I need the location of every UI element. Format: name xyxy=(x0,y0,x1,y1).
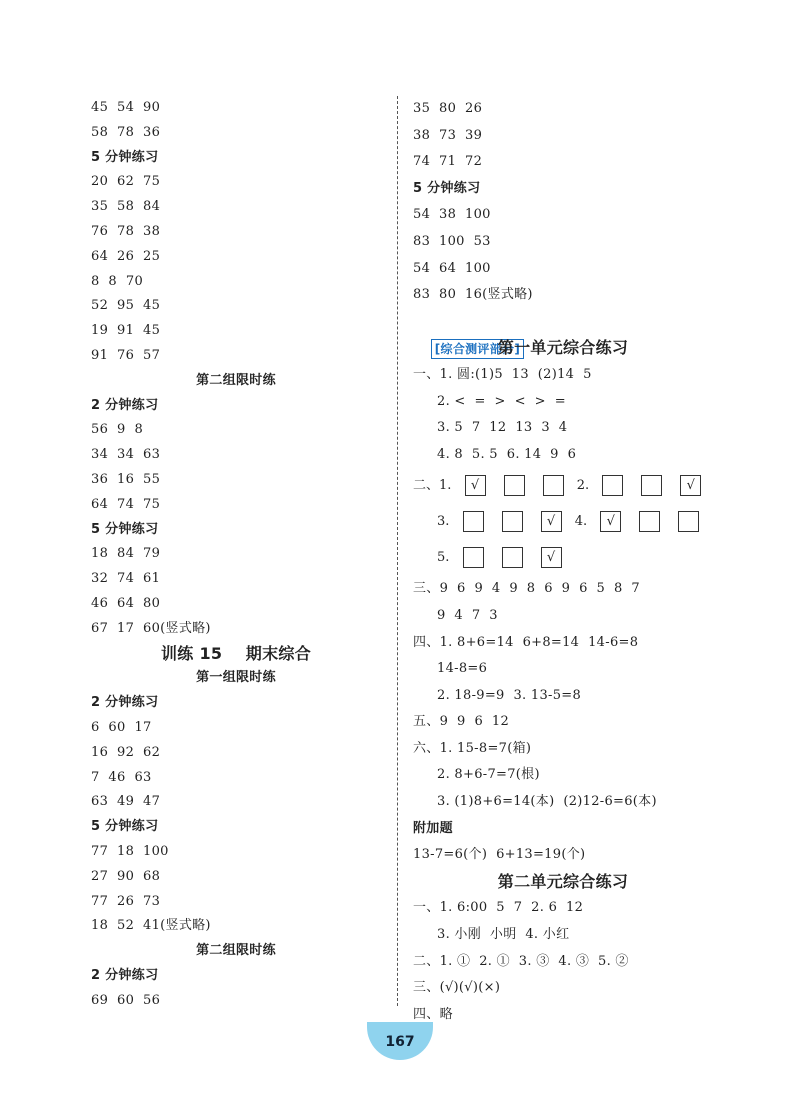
group-title: 第二组限时练 xyxy=(196,372,276,388)
answer-row: 56 9 8 xyxy=(91,422,144,438)
answer-row: 2. 18-9=9 3. 13-5=8 xyxy=(437,687,582,703)
answer-row: 91 76 57 xyxy=(91,347,161,363)
answer-row: 4. 8 5. 5 6. 14 9 6 xyxy=(437,446,577,462)
answer-row: 77 18 100 xyxy=(91,843,169,859)
answer-row: 63 49 47 xyxy=(91,794,161,810)
answer-row: 52 95 45 xyxy=(91,298,161,314)
answer-row: 69 60 56 xyxy=(91,992,161,1008)
answer-row: 六、1. 15-8=7(箱) xyxy=(413,740,532,756)
answer-row: 38 73 39 xyxy=(413,127,483,143)
page-number: 167 xyxy=(367,1022,433,1060)
checkbox-row xyxy=(413,468,713,504)
answer-row: 54 38 100 xyxy=(413,207,491,223)
answer-box xyxy=(502,511,523,532)
answer-row: 83 80 16(竖式略) xyxy=(413,287,533,303)
answer-row: 35 58 84 xyxy=(91,199,161,215)
answer-box xyxy=(543,475,564,496)
answer-row: 3. 5 7 12 13 3 4 xyxy=(437,420,568,436)
answer-row: 64 26 25 xyxy=(91,248,161,264)
answer-row: 74 71 72 xyxy=(413,154,483,170)
column-divider xyxy=(397,96,398,1006)
box-prefix: 二、1. xyxy=(413,478,452,494)
section-heading: 2 分钟练习 xyxy=(91,397,159,413)
answer-box xyxy=(463,511,484,532)
answer-row: 一、1. 6:00 5 7 2. 6 12 xyxy=(413,900,584,916)
answer-box: √ xyxy=(541,547,562,568)
box-prefix: 4. xyxy=(574,514,588,530)
answer-box xyxy=(641,475,662,496)
section-heading: 2 分钟练习 xyxy=(91,967,159,983)
answer-row: 四、1. 8+6=14 6+8=14 14-6=8 xyxy=(413,634,639,650)
answer-row: 2. < = > < > = xyxy=(437,393,566,409)
answer-box xyxy=(502,547,523,568)
answer-box: √ xyxy=(600,511,621,532)
answer-row: 一、1. 圆:(1)5 13 (2)14 5 xyxy=(413,366,592,382)
answer-row: 18 84 79 xyxy=(91,546,161,562)
right-column xyxy=(413,96,713,1028)
section-heading: 5 分钟练习 xyxy=(91,521,159,537)
answer-row: 7 46 63 xyxy=(91,769,152,785)
answer-row: 二、1. ① 2. ① 3. ③ 4. ③ 5. ② xyxy=(413,953,629,969)
section-heading: 5 分钟练习 xyxy=(91,819,159,835)
answer-row: 8 8 70 xyxy=(91,273,144,289)
answer-row: 83 100 53 xyxy=(413,233,491,249)
answer-row: 77 26 73 xyxy=(91,893,161,909)
answer-row: 6 60 17 xyxy=(91,719,152,735)
answer-row: 3. (1)8+6=14(本) (2)12-6=6(本) xyxy=(437,794,657,810)
answer-box xyxy=(463,547,484,568)
box-prefix: 5. xyxy=(437,550,450,566)
group-title: 第二组限时练 xyxy=(196,943,276,959)
answer-row: 19 91 45 xyxy=(91,323,161,339)
section-label: [综合测评部分] xyxy=(431,339,524,359)
answer-row: 35 80 26 xyxy=(413,101,483,116)
answer-row: 2. 8+6-7=7(根) xyxy=(437,767,540,783)
checkbox-row xyxy=(413,504,713,540)
answer-row: 45 54 90 xyxy=(91,100,161,115)
answer-row: 67 17 60(竖式略) xyxy=(91,620,211,636)
answer-box xyxy=(639,511,660,532)
answer-row: 76 78 38 xyxy=(91,223,161,239)
unit1-title: 第一单元综合练习 xyxy=(497,338,629,358)
answer-row: 32 74 61 xyxy=(91,571,161,587)
answer-row: 16 92 62 xyxy=(91,744,161,760)
section-heading: 附加题 xyxy=(413,820,453,836)
answer-box: √ xyxy=(680,475,701,496)
section-heading: 5 分钟练习 xyxy=(413,180,481,196)
answer-row: 20 62 75 xyxy=(91,174,161,190)
answer-row: 9 4 7 3 xyxy=(437,607,498,623)
training-title: 训练 15 期末综合 xyxy=(160,643,312,663)
answer-row: 36 16 55 xyxy=(91,471,161,487)
answer-row: 三、(√)(√)(×) xyxy=(413,980,501,996)
answer-row: 五、9 9 6 12 xyxy=(413,714,510,730)
group-title: 第一组限时练 xyxy=(196,670,276,686)
answer-box: √ xyxy=(541,511,562,532)
left-column xyxy=(91,96,381,1013)
answer-row: 四、略 xyxy=(413,1006,453,1022)
answer-row: 58 78 36 xyxy=(91,124,161,140)
answer-box xyxy=(678,511,699,532)
section-heading: 5 分钟练习 xyxy=(91,149,159,165)
answer-row: 34 34 63 xyxy=(91,447,161,463)
unit2-title: 第二单元综合练习 xyxy=(497,871,629,891)
answer-box xyxy=(602,475,623,496)
answer-box xyxy=(504,475,525,496)
checkbox-row xyxy=(413,540,713,576)
box-prefix: 2. xyxy=(576,478,590,494)
answer-row: 三、9 6 9 4 9 8 6 9 6 5 8 7 xyxy=(413,581,640,597)
answer-row: 27 90 68 xyxy=(91,868,161,884)
section-heading: 2 分钟练习 xyxy=(91,695,159,711)
answer-box: √ xyxy=(465,475,486,496)
answer-row: 64 74 75 xyxy=(91,496,161,512)
answer-row: 18 52 41(竖式略) xyxy=(91,918,211,934)
answer-row: 3. 小刚 小明 4. 小红 xyxy=(437,927,570,943)
answer-row: 14-8=6 xyxy=(437,661,488,677)
answer-row: 46 64 80 xyxy=(91,595,161,611)
answer-row: 54 64 100 xyxy=(413,260,491,276)
box-prefix: 3. xyxy=(437,514,450,530)
answer-row: 13-7=6(个) 6+13=19(个) xyxy=(413,847,586,863)
